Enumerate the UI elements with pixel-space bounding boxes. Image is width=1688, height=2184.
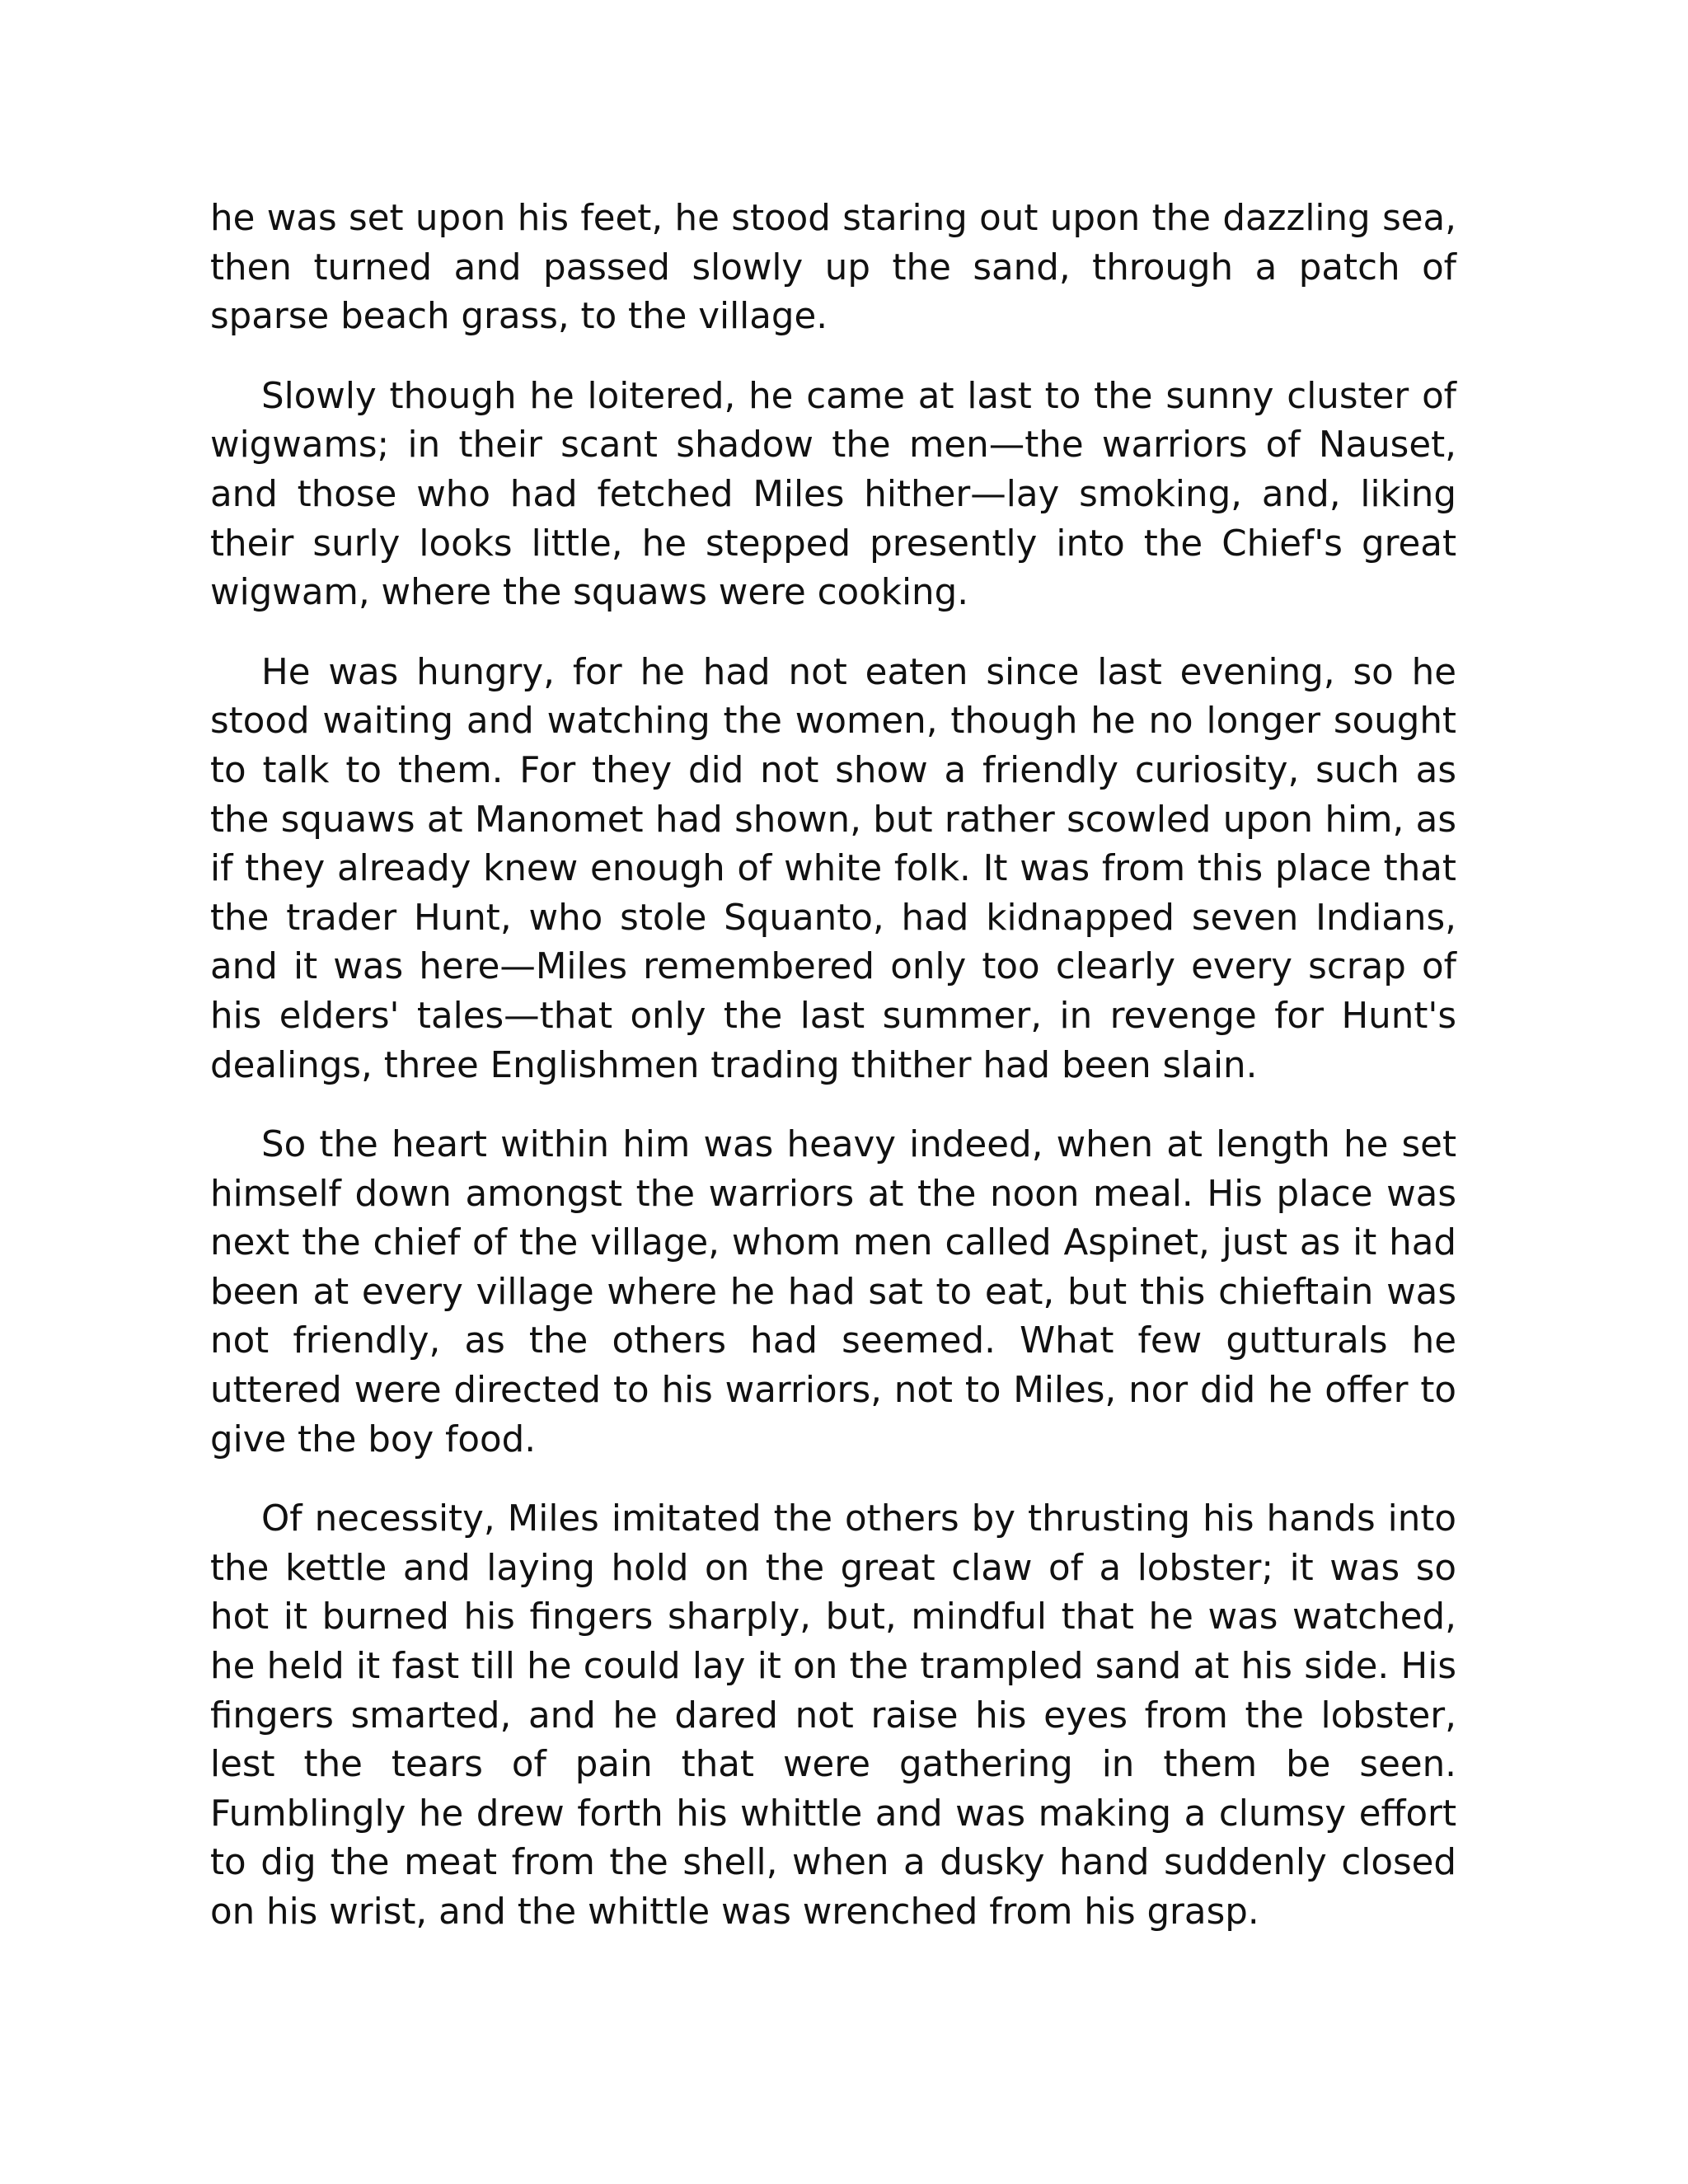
paragraph: He was hungry, for he had not eaten since last evening, so he stood waiting and watching the women, though he no longer sought to talk to them. For they did not show a friendly curiosity, such as the squaws at Manomet had shown, but rather scowled upon him, as if they already knew enough of white folk. It was from this place that the trader Hunt, who stole Squanto, had kidnapped seven Indians, and it was here—Miles remembered only too clearly every scrap of his elders' tales—that only the last summer, in revenge for Hunt's dealings, three Englishmen trading thither had been slain. [210,651,1456,1086]
paragraph: Slowly though he loitered, he came at last to the sunny cluster of wigwams; in their scant shadow the men—the warriors of Nauset, and those who had fetched Miles hither—lay smoking, and, liking their surly looks little, he stepped presently into the Chief's great wigwam, where the squaws were cooking. [210,375,1456,614]
paragraph: So the heart within him was heavy indeed, when at length he set himself down amongst the warriors at the noon meal. His place was next the chief of the village, whom men called Aspinet, just as it had been at every village where he had sat to eat, but this chieftain was not friendly, as the others had seemed. What few gutturals he uttered were directed to his warriors, not to Miles, nor did he offer to give the boy food. [210,1124,1456,1460]
paragraph-continuation: he was set upon his feet, he stood staring out upon the dazzling sea, then turned and passed slowly up the sand, through a patch of sparse beach grass, to the village. [210,198,1456,338]
paragraph: Of necessity, Miles imitated the others by thrusting his hands into the kettle and laying hold on the great claw of a lobster; it was so hot it burned his fingers sharply, but, mindful that he was watched, he held it fast till he could lay it on the trampled sand at his side. His fingers smarted, and he dared not raise his eyes from the lobster, lest the tears of pain that were gathering in them be seen. Fumblingly he drew forth his whittle and was making a clumsy effort to dig the meat from the shell, when a dusky hand suddenly closed on his wrist, and the whittle was wrenched from his grasp. [210,1498,1456,1933]
page-text [210,194,1456,1938]
